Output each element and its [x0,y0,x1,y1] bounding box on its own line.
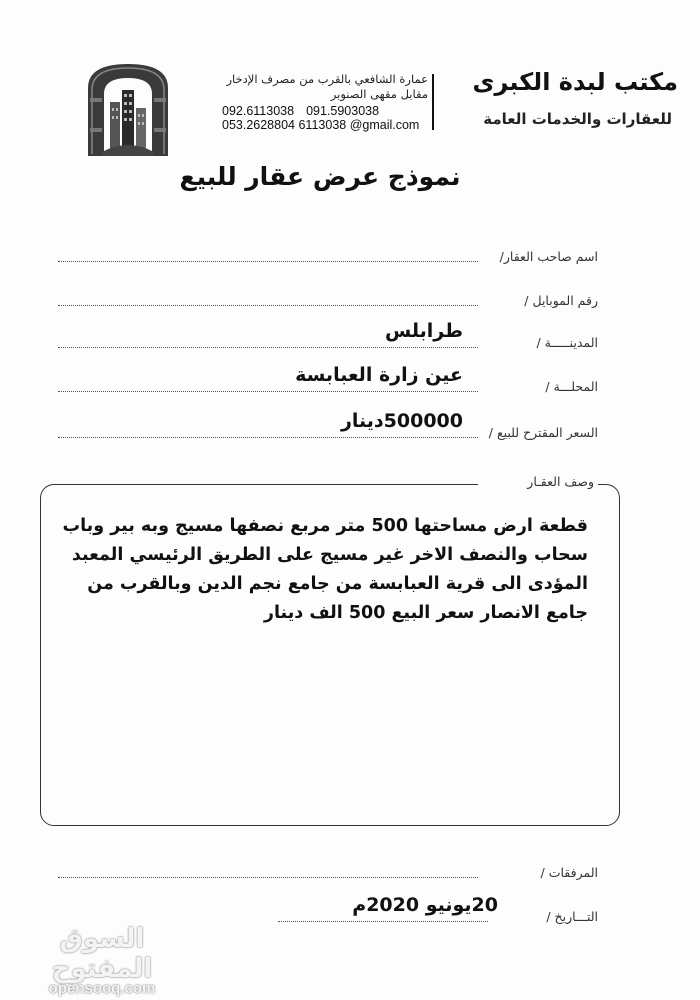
email: 6113038 @gmail.com [298,118,420,132]
area-label: المحلـــة / [545,379,598,394]
contact-info [222,104,428,132]
mobile-line [58,305,478,306]
address-line-2: مقابل مقهى الصنوبر [330,87,428,101]
description-label: وصف العقـار [478,474,598,489]
office-subtitle: للعقارات والخدمات العامة [483,110,672,128]
address-line-1: عمارة الشافعي بالقرب من مصرف الإدخار [226,72,428,86]
header-divider [432,74,434,130]
city-field[interactable] [58,318,598,352]
owner-field[interactable] [58,232,598,266]
attachments-field[interactable] [58,848,598,882]
phone-3: 053.2628804 [222,118,295,132]
opensooq-watermark [22,924,182,997]
city-line [58,347,478,348]
area-field[interactable] [58,362,598,396]
date-field[interactable] [58,892,598,926]
price-field[interactable] [58,408,598,442]
attachments-line [58,877,478,878]
owner-label: اسم صاحب العقار/ [499,249,598,264]
form-title: نموذج عرض عقار للبيع [179,162,461,191]
mobile-label: رقم الموبايل / [524,293,598,308]
office-name: مكتب لبدة الكبرى [472,68,678,96]
owner-line [58,261,478,262]
date-line [278,921,488,922]
phone-1: 092.6113038 [222,104,295,118]
phones-row-1 [222,104,428,118]
phones-row-2 [222,118,428,132]
watermark-arabic: السوق المفتوح [51,924,153,984]
attachments-label: المرفقات / [540,865,598,880]
description-value: قطعة ارض مساحتها 500 متر مربع نصفها مسيج وبه بير وباب سحاب والنصف الاخر غير مسيج على الطريق الرئيسي المعبد المؤدى الى قرية العبابسة من جامع نجم الدين وبالقرب من جامع الانصار سعر البيع 500 الف دينار [62,516,588,623]
arch-building-logo-icon [80,58,176,160]
price-line [58,437,478,438]
phone-2: 091.5903038 [306,104,380,118]
date-value: 20يونيو 2020م [352,894,498,916]
date-label: التـــاريخ / [546,909,598,924]
office-address [200,72,428,102]
price-value: 500000دينار [340,410,463,432]
mobile-field[interactable] [58,276,598,310]
city-value: طرابلس [385,320,463,342]
area-line [58,391,478,392]
price-label: السعر المقترح للبيع / [488,425,598,440]
watermark-latin: opensooq.com [48,980,156,997]
city-label: المدينـــــة / [536,335,598,350]
area-value: عين زارة العبابسة [295,364,463,386]
